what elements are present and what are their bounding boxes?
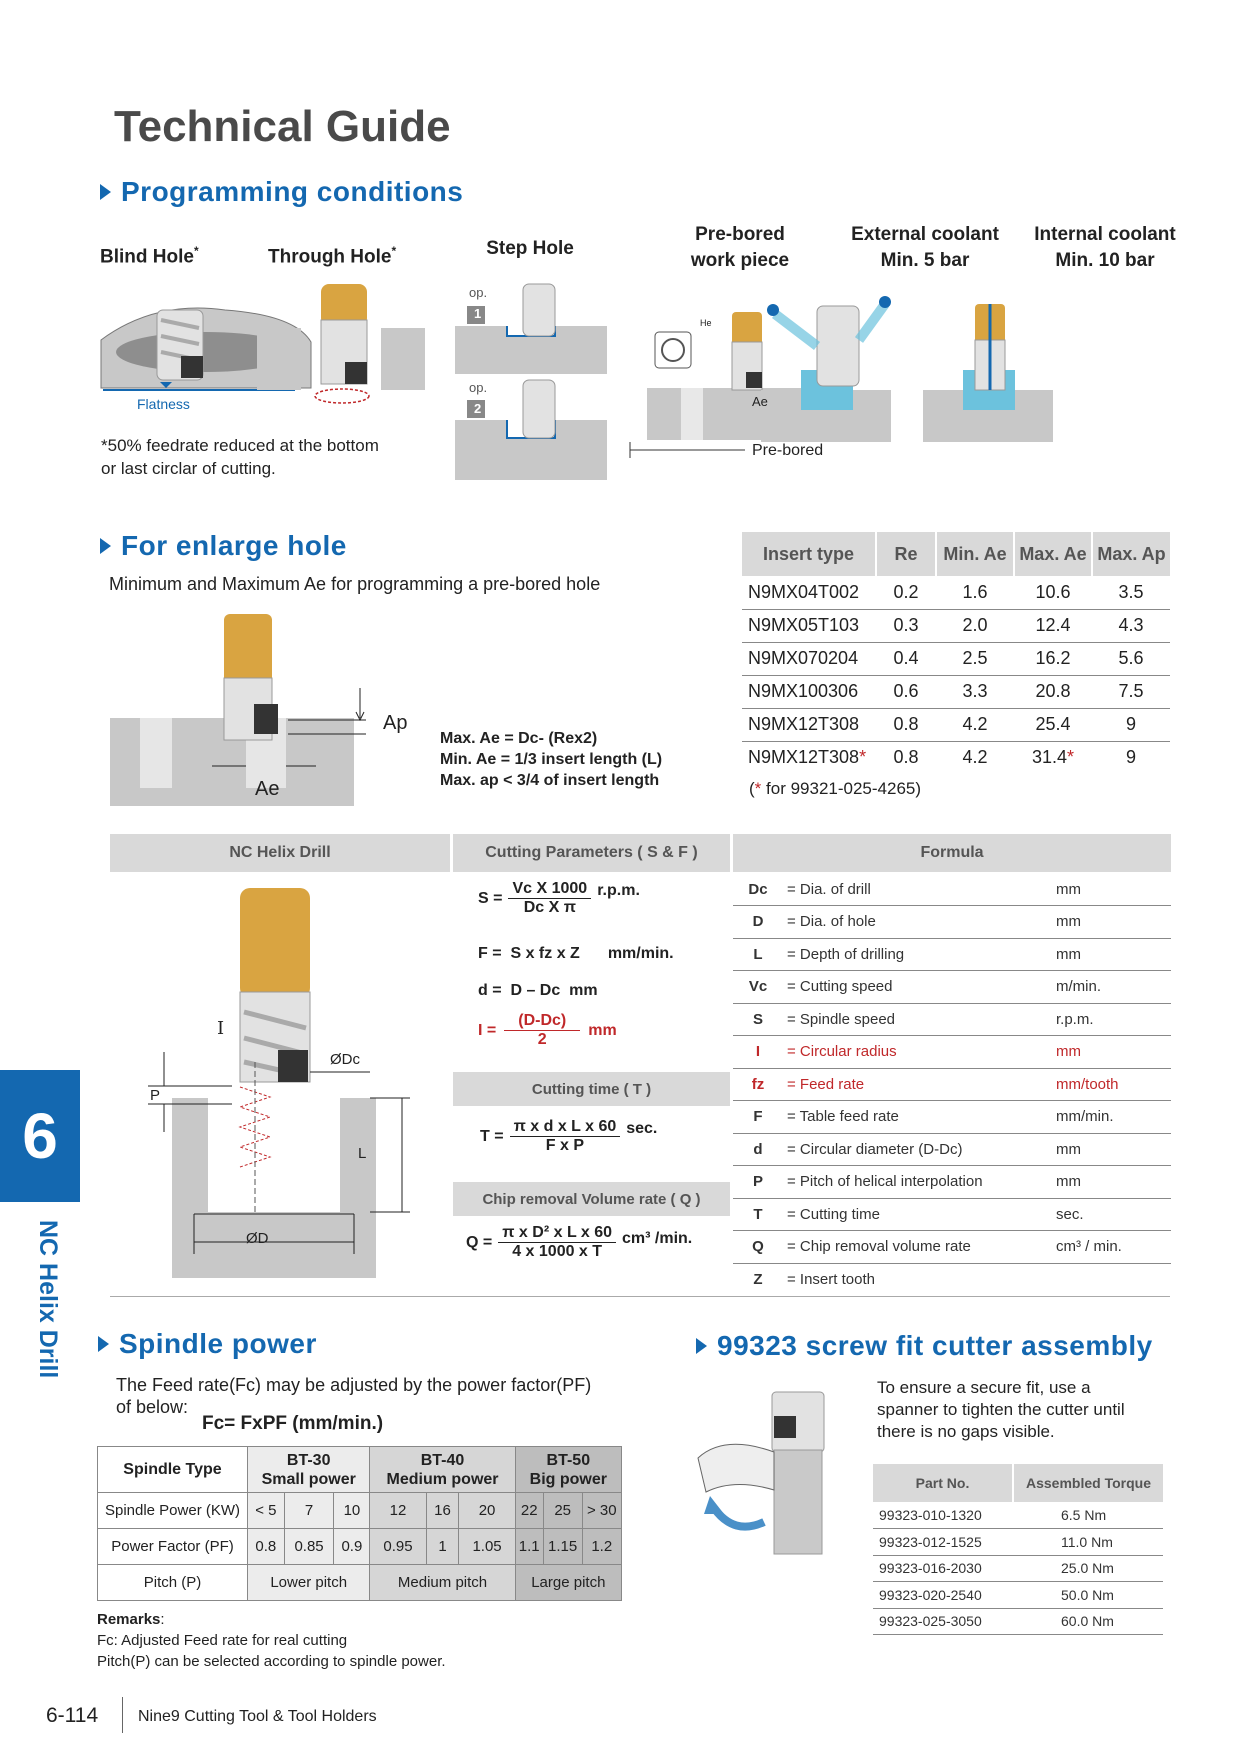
enlarge-hole-illustration (108, 608, 388, 808)
footer-divider (122, 1697, 123, 1733)
section-programming-conditions: Programming conditions (100, 176, 463, 208)
screw-fit-illustration (694, 1388, 874, 1558)
enlarge-description: Minimum and Maximum Ae for programming a pre-bored hole (109, 574, 601, 594)
chapter-tab: 6 (0, 1070, 80, 1202)
divider (110, 1296, 1170, 1297)
formula-max-ap: Max. ap < 3/4 of insert length (440, 772, 660, 789)
insert-header: Re (876, 532, 936, 576)
table-row: N9MX12T308 0.8 4.2 25.4 9 (742, 708, 1170, 741)
table-row: Vc = Cutting speed m/min. (733, 971, 1171, 1004)
equation-circular-radius: I = $\frac{(D-Dc)}{2}$ mm (478, 1012, 617, 1048)
drill-label-i: I (217, 1018, 225, 1039)
label-prebored: Pre-bored work piece (690, 224, 790, 271)
insert-header: Max. Ap (1092, 532, 1170, 576)
table-row (98, 1447, 622, 1493)
table-row: 99323-025-3050 60.0 Nm (873, 1608, 1163, 1635)
page-title: Technical Guide (114, 102, 451, 151)
drill-label-p: P (150, 1087, 161, 1104)
label-through-hole: Through Hole* (268, 244, 397, 268)
equation-cutting-time: T = $\frac{\text{π x d x L x 60}}{\text{F x P}}$ sec. (480, 1118, 658, 1154)
enlarge-formulas (440, 728, 662, 791)
table-row: F = Table feed rate mm/min. (733, 1101, 1171, 1134)
table-row: 99323-010-1320 6.5 Nm (873, 1502, 1163, 1529)
table-row: Power Factor (PF) 0.8 0.85 0.9 0.95 1 1.05 1.1 1.15 1.2 (98, 1529, 622, 1565)
section-enlarge-hole: For enlarge hole (100, 530, 347, 562)
prebored-dimension-label: Pre-bored (752, 442, 824, 459)
torque-table (873, 1464, 1163, 1635)
insert-table-footnote: (* for 99321-025-4265) (749, 779, 922, 798)
equation-feed: F = S x fz x Z mm/min. (478, 945, 674, 962)
insert-header: Min. Ae (936, 532, 1014, 576)
section-spindle-power: Spindle power (98, 1328, 317, 1360)
table-row: Z = Insert tooth (753, 1271, 875, 1288)
header-nc-helix-drill: NC Helix Drill (110, 834, 450, 872)
footer-company: Nine9 Cutting Tool & Tool Holders (138, 1708, 377, 1725)
step-op2-number: 2 (474, 401, 482, 416)
ap-label: Ap (383, 712, 408, 734)
equation-spindle-speed: S = $\frac{\text{Vc X 1000}}{\text{Dc X π}}$ r.p.m. (478, 880, 640, 916)
step-op1-label: op. (469, 285, 488, 300)
header-cutting-time: Cutting time ( T ) (453, 1072, 730, 1106)
spindle-formula: Fc= FxPF (mm/min.) (202, 1413, 384, 1434)
table-row: 99323-016-2030 25.0 Nm (873, 1555, 1163, 1582)
drill-label-l: L (358, 1145, 367, 1162)
section-screw-fit-assembly: 99323 screw fit cutter assembly (696, 1330, 1153, 1362)
header-cutting-parameters: Cutting Parameters ( S & F ) (453, 834, 730, 872)
ae-label: Ae (255, 778, 280, 800)
table-row: N9MX12T308* 0.8 4.2 31.4* 9 (748, 747, 1136, 768)
section-arrow-icon (696, 1338, 707, 1354)
table-row: fz = Feed rate mm/tooth (733, 1068, 1171, 1101)
section-arrow-icon (98, 1336, 109, 1352)
label-external-coolant: External coolant Min. 5 bar (851, 224, 999, 271)
drill-label-d: ØD (246, 1230, 269, 1247)
he-label: He (700, 318, 712, 328)
table-row: N9MX070204 0.4 2.5 16.2 5.6 (742, 642, 1170, 675)
table-row: Dc = Dia. of drill mm (733, 873, 1171, 906)
internal-coolant-illustration (923, 304, 1053, 442)
formula-table (733, 873, 1171, 1296)
table-row: D = Dia. of hole mm (733, 906, 1171, 939)
group-bt50: BT-50 Big power (515, 1447, 621, 1493)
table-row: Q = Chip removal volume rate cm³ / min. (733, 1231, 1171, 1264)
label-internal-coolant: Internal coolant Min. 10 bar (1034, 224, 1176, 271)
side-label: NC Helix Drill (34, 1220, 62, 1379)
table-row: T = Cutting time sec. (733, 1198, 1171, 1231)
table-row: Spindle Power (KW) < 5 7 10 12 16 20 22 25 > 30 (98, 1493, 622, 1529)
programming-note: *50% feedrate reduced at the bottom or last circlar of cutting. (101, 436, 379, 478)
spindle-power-table (97, 1446, 622, 1601)
step-op1-number: 1 (474, 306, 482, 321)
table-row: I = Circular radius mm (733, 1036, 1171, 1069)
ae-label-small: Ae (752, 394, 768, 409)
group-bt40: BT-40 Medium power (370, 1447, 515, 1493)
equation-chip-removal: Q = $\frac{\text{π x D² x L x 60}}{\text{4 x 1000 x T}}$ cm³ /min. (466, 1224, 693, 1260)
spindle-type-label: Spindle Type (98, 1447, 248, 1493)
table-row: N9MX05T103 0.3 2.0 12.4 4.3 (742, 609, 1170, 642)
header-chip-removal: Chip removal Volume rate ( Q ) (453, 1182, 730, 1216)
table-row: P = Pitch of helical interpolation mm (733, 1166, 1171, 1199)
formula-min-ae: Min. Ae = 1/3 insert length (L) (440, 751, 663, 768)
insert-header: Max. Ae (1014, 532, 1092, 576)
formula-max-ae: Max. Ae = Dc- (Rex2) (440, 730, 598, 747)
header-formula: Formula (733, 834, 1171, 872)
insert-header: Insert type (742, 532, 876, 576)
table-row: Pitch (P) Lower pitch Medium pitch Large pitch (98, 1565, 622, 1601)
label-step-hole: Step Hole (486, 238, 574, 259)
equation-circular-diameter: d = D – Dc mm (478, 982, 598, 999)
torque-header: Assembled Torque (1026, 1475, 1151, 1491)
table-row: 99323-012-1525 11.0 Nm (873, 1529, 1163, 1556)
table-row: N9MX100306 0.6 3.3 20.8 7.5 (742, 675, 1170, 708)
spindle-remarks: Remarks: Fc: Adjusted Feed rate for real cutting Pitch(P) can be selected according to spindle power. (97, 1611, 446, 1670)
page-number: 6-114 (46, 1704, 99, 1727)
table-row: N9MX04T002 0.2 1.6 10.6 3.5 (742, 576, 1170, 609)
insert-table (742, 532, 1170, 774)
table-row: d = Circular diameter (D-Dc) mm (733, 1133, 1171, 1166)
through-hole-illustration (257, 284, 425, 403)
side-label-wrap (34, 1220, 64, 1390)
torque-header: Part No. (873, 1464, 1013, 1502)
section-arrow-icon (100, 184, 111, 200)
flatness-label: Flatness (137, 396, 190, 412)
section-arrow-icon (100, 538, 111, 554)
label-blind-hole: Blind Hole* (100, 244, 199, 268)
group-bt30: BT-30 Small power (248, 1447, 370, 1493)
screw-fit-description: To ensure a secure fit, use a spanner to tighten the cutter until there is no gaps visible. (877, 1378, 1125, 1441)
table-row: S = Spindle speed r.p.m. (733, 1003, 1171, 1036)
spindle-description: The Feed rate(Fc) may be adjusted by the power factor(PF) of below: (116, 1375, 592, 1417)
table-row: 99323-020-2540 50.0 Nm (873, 1582, 1163, 1609)
drill-label-dc: ØDc (330, 1051, 360, 1068)
external-coolant-illustration (761, 296, 891, 442)
table-row: L = Depth of drilling mm (733, 938, 1171, 971)
nc-helix-drill-illustration (140, 882, 440, 1282)
step-op2-label: op. (469, 380, 488, 395)
